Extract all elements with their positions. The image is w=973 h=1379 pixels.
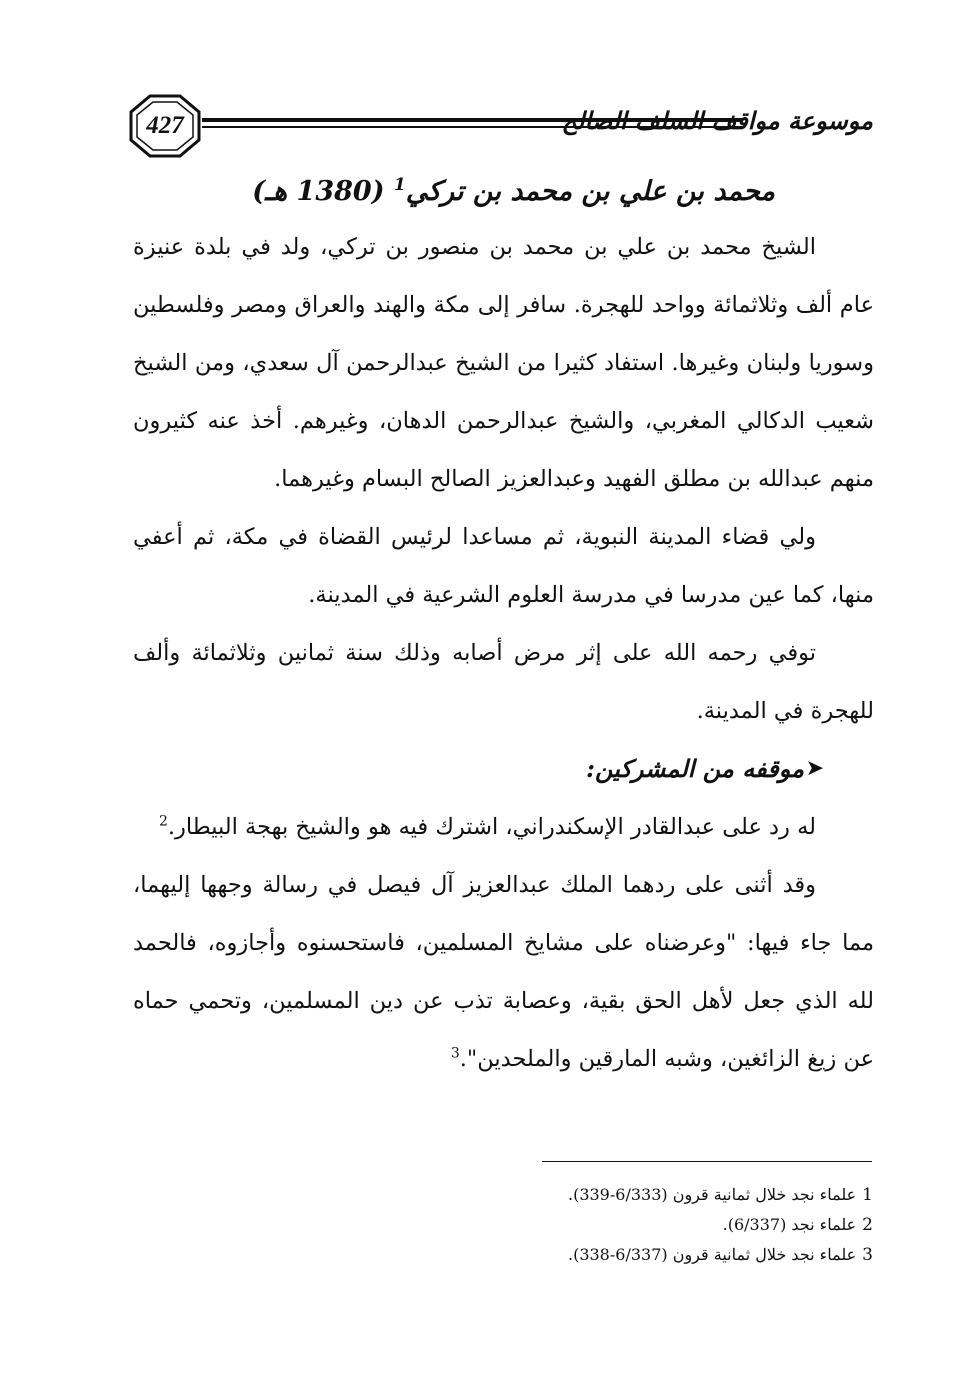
title-footnote-mark: 1 (393, 175, 406, 195)
paragraph-praise: وقد أثنى على ردهما الملك عبدالعزيز آل فيصل في رسالة وجهها إليهما، مما جاء فيها: "وعرضناه على مشايخ المسلمين، فاستحسنوه وأجازوه، فالحمد لله الذي جعل لأهل الحق بقية، وعصابة تذب عن دين المسلمين، وتحمي حماه عن زيغ الزائغين، وشبه المارقين والملحدين".$^3$ (133, 872, 874, 1072)
paragraph-intro: الشيخ محمد بن علي بن محمد بن منصور بن تركي، ولد في بلدة عنيزة عام ألف وثلاثمائة وواحد للهجرة. سافر إلى مكة والهند والعراق ومصر وفلسطين وسوريا ولبنان وغيرها. استفاد كثيرا من الشيخ عبدالرحمن آل سعدي، ومن الشيخ شعيب الدكالي المغربي، والشيخ عبدالرحمن الدهان، وغيرهم. أخذ عنه كثيرون منهم عبدالله بن مطلق الفهيد وعبدالعزيز الصالح البسام وغيرهما. (133, 234, 874, 492)
paragraph-career: ولي قضاء المدينة النبوية، ثم مساعدا لرئيس القضاة في مكة، ثم أعفي منها، كما عين مدرسا في مدرسة العلوم الشرعية في المدينة. (133, 524, 874, 608)
page-number-badge (128, 93, 202, 159)
footnote-item: 3علماء نجد خلال ثمانية قرون (6/337-338). (567, 1245, 873, 1265)
page-header (128, 93, 873, 159)
footnote-ref-2: 2 (158, 813, 168, 830)
person-name: محمد بن علي بن محمد بن تركي (405, 176, 775, 207)
footnote-item: 2علماء نجد (6/337). (722, 1215, 873, 1235)
footnote-ref-3: 3 (450, 1045, 460, 1062)
footnotes (380, 1180, 873, 1270)
paragraph-death: توفي رحمه الله على إثر مرض أصابه وذلك سنة ثمانين وثلاثمائة وألف للهجرة في المدينة. (133, 640, 874, 724)
paragraph-refutation: له رد على عبدالقادر الإسكندراني، اشترك فيه هو والشيخ بهجة البيطار.$^2$ (158, 813, 816, 840)
footnote-item: 1علماء نجد خلال ثمانية قرون (6/333-339). (567, 1185, 873, 1205)
death-year: (1380 هـ) (252, 176, 385, 207)
section-heading (133, 740, 874, 798)
page-number: 427 (146, 112, 184, 139)
entry-title (200, 162, 775, 215)
series-title: موسوعة مواقف السلف الصالح (561, 106, 873, 135)
footnote-separator (542, 1161, 872, 1162)
arrow-bullet-icon: ➤ (805, 756, 824, 781)
body-text (133, 218, 874, 1088)
section-heading-text: موقفه من المشركين: (586, 754, 804, 783)
